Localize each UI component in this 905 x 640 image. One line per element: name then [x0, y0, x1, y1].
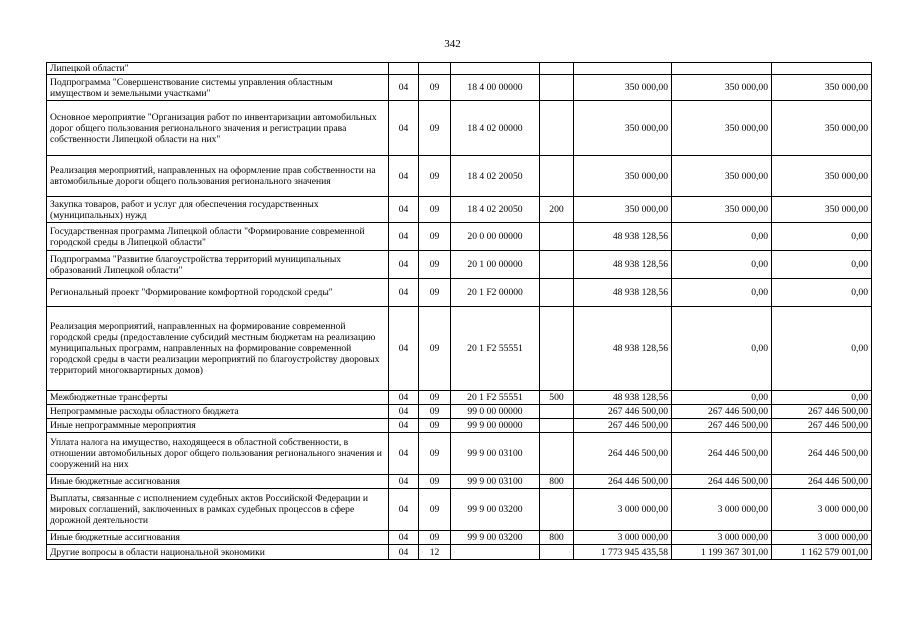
subsection-code: 09	[419, 307, 451, 391]
amount-year-1: 48 938 128,56	[574, 279, 672, 307]
target-article-code: 20 1 F2 55551	[451, 391, 540, 405]
row-name: Липецкой области"	[47, 63, 389, 75]
row-name: Подпрограмма "Развитие благоустройства территорий муниципальных образований Липецкой области"	[47, 251, 389, 279]
target-article-code: 20 1 00 00000	[451, 251, 540, 279]
section-code: 04	[389, 251, 419, 279]
amount-year-2: 350 000,00	[672, 156, 772, 197]
amount-year-1: 264 446 500,00	[574, 433, 672, 475]
amount-year-2: 0,00	[672, 279, 772, 307]
amount-year-1: 1 773 945 435,58	[574, 545, 672, 560]
amount-year-3: 0,00	[772, 279, 872, 307]
subsection-code: 09	[419, 531, 451, 545]
expense-type-code	[540, 156, 574, 197]
subsection-code: 09	[419, 433, 451, 475]
amount-year-3: 350 000,00	[772, 197, 872, 223]
amount-year-3: 1 162 579 001,00	[772, 545, 872, 560]
amount-year-1: 48 938 128,56	[574, 223, 672, 251]
target-article-code: 20 0 00 00000	[451, 223, 540, 251]
target-article-code: 18 4 02 20050	[451, 197, 540, 223]
row-name: Иные непрограммные мероприятия	[47, 419, 389, 433]
expense-type-code	[540, 489, 574, 531]
table-row	[47, 279, 872, 307]
target-article-code: 18 4 02 20050	[451, 156, 540, 197]
page-number: 342	[444, 38, 461, 50]
table-row	[47, 531, 872, 545]
expense-type-code: 500	[540, 391, 574, 405]
expense-type-code	[540, 63, 574, 75]
amount-year-2	[672, 63, 772, 75]
amount-year-2: 0,00	[672, 307, 772, 391]
amount-year-2: 0,00	[672, 251, 772, 279]
amount-year-1: 350 000,00	[574, 156, 672, 197]
amount-year-3: 0,00	[772, 223, 872, 251]
row-name: Иные бюджетные ассигнования	[47, 531, 389, 545]
amount-year-3: 264 446 500,00	[772, 433, 872, 475]
section-code: 04	[389, 197, 419, 223]
section-code: 04	[389, 307, 419, 391]
section-code: 04	[389, 405, 419, 419]
row-name: Уплата налога на имущество, находящееся в областной собственности, в отношении автомобильных дорог общего пользования регионального значения и сооружений на них	[47, 433, 389, 475]
amount-year-2: 264 446 500,00	[672, 475, 772, 489]
section-code: 04	[389, 75, 419, 101]
subsection-code: 09	[419, 75, 451, 101]
target-article-code: 20 1 F2 00000	[451, 279, 540, 307]
amount-year-2: 350 000,00	[672, 197, 772, 223]
amount-year-3: 3 000 000,00	[772, 489, 872, 531]
amount-year-1: 267 446 500,00	[574, 419, 672, 433]
subsection-code: 09	[419, 405, 451, 419]
section-code: 04	[389, 545, 419, 560]
subsection-code: 09	[419, 475, 451, 489]
amount-year-3: 3 000 000,00	[772, 531, 872, 545]
amount-year-1: 3 000 000,00	[574, 489, 672, 531]
section-code: 04	[389, 101, 419, 156]
amount-year-1: 350 000,00	[574, 101, 672, 156]
row-name: Реализация мероприятий, направленных на формирование современной городской среды (предоставление субсидий местным бюджетам на реализацию муниципальных программ, направленных на формирование современной городской среды в части реализации мероприятий по благоустройству дворовых территорий многоквартирных домов)	[47, 307, 389, 391]
section-code: 04	[389, 531, 419, 545]
expense-type-code	[540, 279, 574, 307]
target-article-code: 99 9 00 03100	[451, 475, 540, 489]
expense-type-code: 200	[540, 197, 574, 223]
subsection-code: 12	[419, 545, 451, 560]
amount-year-2: 264 446 500,00	[672, 433, 772, 475]
expense-type-code: 800	[540, 531, 574, 545]
expense-type-code	[540, 433, 574, 475]
table-row	[47, 75, 872, 101]
amount-year-3: 350 000,00	[772, 75, 872, 101]
target-article-code	[451, 545, 540, 560]
subsection-code: 09	[419, 223, 451, 251]
table-row	[47, 391, 872, 405]
amount-year-2: 0,00	[672, 391, 772, 405]
expense-type-code	[540, 223, 574, 251]
budget-table	[46, 62, 872, 560]
amount-year-2: 267 446 500,00	[672, 419, 772, 433]
row-name: Межбюджетные трансферты	[47, 391, 389, 405]
subsection-code: 09	[419, 251, 451, 279]
row-name: Основное мероприятие "Организация работ по инвентаризации автомобильных дорог общего пользования регионального значения и регистрации права собственности Липецкой области на них"	[47, 101, 389, 156]
amount-year-2: 350 000,00	[672, 75, 772, 101]
amount-year-1: 350 000,00	[574, 197, 672, 223]
subsection-code: 09	[419, 391, 451, 405]
amount-year-3: 267 446 500,00	[772, 419, 872, 433]
section-code: 04	[389, 223, 419, 251]
section-code: 04	[389, 391, 419, 405]
amount-year-3: 0,00	[772, 251, 872, 279]
row-name: Региональный проект "Формирование комфортной городской среды"	[47, 279, 389, 307]
expense-type-code	[540, 405, 574, 419]
row-name: Реализация мероприятий, направленных на оформление прав собственности на автомобильные дороги общего пользования регионального значения	[47, 156, 389, 197]
amount-year-3: 0,00	[772, 391, 872, 405]
table-row	[47, 251, 872, 279]
target-article-code: 18 4 00 00000	[451, 75, 540, 101]
amount-year-2: 267 446 500,00	[672, 405, 772, 419]
subsection-code: 09	[419, 489, 451, 531]
table-row	[47, 63, 872, 75]
target-article-code: 99 9 00 03100	[451, 433, 540, 475]
amount-year-3: 0,00	[772, 307, 872, 391]
amount-year-2: 1 199 367 301,00	[672, 545, 772, 560]
expense-type-code	[540, 307, 574, 391]
table-row	[47, 156, 872, 197]
section-code: 04	[389, 433, 419, 475]
subsection-code: 09	[419, 101, 451, 156]
amount-year-3: 267 446 500,00	[772, 405, 872, 419]
section-code: 04	[389, 156, 419, 197]
target-article-code: 99 9 00 03200	[451, 531, 540, 545]
amount-year-1: 48 938 128,56	[574, 307, 672, 391]
table-row	[47, 419, 872, 433]
target-article-code: 18 4 02 00000	[451, 101, 540, 156]
row-name: Иные бюджетные ассигнования	[47, 475, 389, 489]
row-name: Непрограммные расходы областного бюджета	[47, 405, 389, 419]
subsection-code	[419, 63, 451, 75]
subsection-code: 09	[419, 279, 451, 307]
expense-type-code	[540, 251, 574, 279]
table-row	[47, 101, 872, 156]
row-name: Государственная программа Липецкой области "Формирование современной городской среды в Липецкой области"	[47, 223, 389, 251]
section-code	[389, 63, 419, 75]
amount-year-2: 3 000 000,00	[672, 531, 772, 545]
amount-year-2: 0,00	[672, 223, 772, 251]
amount-year-1: 48 938 128,56	[574, 391, 672, 405]
target-article-code: 99 9 00 00000	[451, 419, 540, 433]
table-row	[47, 197, 872, 223]
amount-year-3: 350 000,00	[772, 156, 872, 197]
amount-year-1: 267 446 500,00	[574, 405, 672, 419]
table-row	[47, 475, 872, 489]
row-name: Закупка товаров, работ и услуг для обеспечения государственных (муниципальных) нужд	[47, 197, 389, 223]
amount-year-1: 350 000,00	[574, 75, 672, 101]
subsection-code: 09	[419, 156, 451, 197]
amount-year-1	[574, 63, 672, 75]
section-code: 04	[389, 475, 419, 489]
expense-type-code	[540, 75, 574, 101]
table-row	[47, 307, 872, 391]
target-article-code: 20 1 F2 55551	[451, 307, 540, 391]
amount-year-3: 264 446 500,00	[772, 475, 872, 489]
expense-type-code	[540, 101, 574, 156]
table-row	[47, 489, 872, 531]
amount-year-1: 3 000 000,00	[574, 531, 672, 545]
amount-year-1: 264 446 500,00	[574, 475, 672, 489]
row-name: Подпрограмма "Совершенствование системы управления областным имуществом и земельными участками"	[47, 75, 389, 101]
amount-year-3: 350 000,00	[772, 101, 872, 156]
amount-year-1: 48 938 128,56	[574, 251, 672, 279]
table-row	[47, 545, 872, 560]
table-row	[47, 223, 872, 251]
row-name: Выплаты, связанные с исполнением судебных актов Российской Федерации и мировых соглашений, заключенных в рамках судебных процессов в сфере дорожной деятельности	[47, 489, 389, 531]
subsection-code: 09	[419, 197, 451, 223]
target-article-code	[451, 63, 540, 75]
section-code: 04	[389, 419, 419, 433]
expense-type-code: 800	[540, 475, 574, 489]
amount-year-3	[772, 63, 872, 75]
section-code: 04	[389, 489, 419, 531]
amount-year-2: 3 000 000,00	[672, 489, 772, 531]
row-name: Другие вопросы в области национальной экономики	[47, 545, 389, 560]
expense-type-code	[540, 545, 574, 560]
subsection-code: 09	[419, 419, 451, 433]
table-row	[47, 405, 872, 419]
target-article-code: 99 0 00 00000	[451, 405, 540, 419]
table-row	[47, 433, 872, 475]
amount-year-2: 350 000,00	[672, 101, 772, 156]
target-article-code: 99 9 00 03200	[451, 489, 540, 531]
section-code: 04	[389, 279, 419, 307]
expense-type-code	[540, 419, 574, 433]
